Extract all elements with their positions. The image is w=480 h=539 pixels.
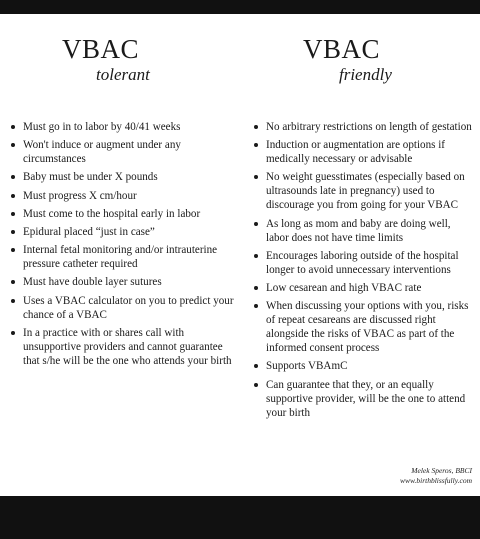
list-item: Uses a VBAC calculator on you to predict your chance of a VBAC: [8, 294, 240, 322]
list-item: Encourages laboring outside of the hospital longer to avoid unnecessary interventions: [251, 249, 473, 277]
list-item: Can guarantee that they, or an equally supportive provider, will be the one to attend your birth: [251, 378, 473, 420]
author-name: Melek Speros, BBCI: [411, 466, 472, 475]
friendly-title: VBAC: [303, 34, 381, 64]
list-item: Must go in to labor by 40/41 weeks: [8, 120, 240, 134]
author-website: www.birthblissfully.com: [400, 476, 472, 485]
tolerant-title: VBAC: [62, 34, 140, 64]
list-item: No arbitrary restrictions on length of gestation: [251, 120, 473, 134]
list-item: Baby must be under X pounds: [8, 170, 240, 184]
list-item: Must come to the hospital early in labor: [8, 207, 240, 221]
list-item: In a practice with or shares call with unsupportive providers and cannot guarantee that s/he will be the one who attends your birth: [8, 326, 240, 368]
infographic-page: [0, 14, 480, 496]
list-item: Induction or augmentation are options if medically necessary or advisable: [251, 138, 473, 166]
list-item: Low cesarean and high VBAC rate: [251, 281, 473, 295]
friendly-list: [251, 120, 473, 420]
list-item: Epidural placed “just in case”: [8, 225, 240, 239]
list-item: Won't induce or augment under any circumstances: [8, 138, 240, 166]
list-item: When discussing your options with you, risks of repeat cesareans are discussed right alongside the risks of VBAC as part of the informed consent process: [251, 299, 473, 355]
tolerant-subtitle: tolerant: [96, 65, 150, 84]
list-item: No weight guesstimates (especially based on ultrasounds late in pregnancy) used to discourage you from going for your VBAC: [251, 170, 473, 212]
friendly-subtitle: friendly: [339, 65, 392, 84]
list-item: Supports VBAmC: [251, 359, 473, 373]
friendly-header: [251, 14, 473, 120]
friendly-column: [251, 14, 473, 424]
list-item: Must progress X cm/hour: [8, 189, 240, 203]
tolerant-column: [8, 14, 240, 372]
list-item: Must have double layer sutures: [8, 275, 240, 289]
tolerant-header: [8, 14, 240, 120]
list-item: Internal fetal monitoring and/or intrauterine pressure catheter required: [8, 243, 240, 271]
author-credit: [400, 466, 472, 486]
tolerant-list: [8, 120, 240, 368]
list-item: As long as mom and baby are doing well, labor does not have time limits: [251, 217, 473, 245]
